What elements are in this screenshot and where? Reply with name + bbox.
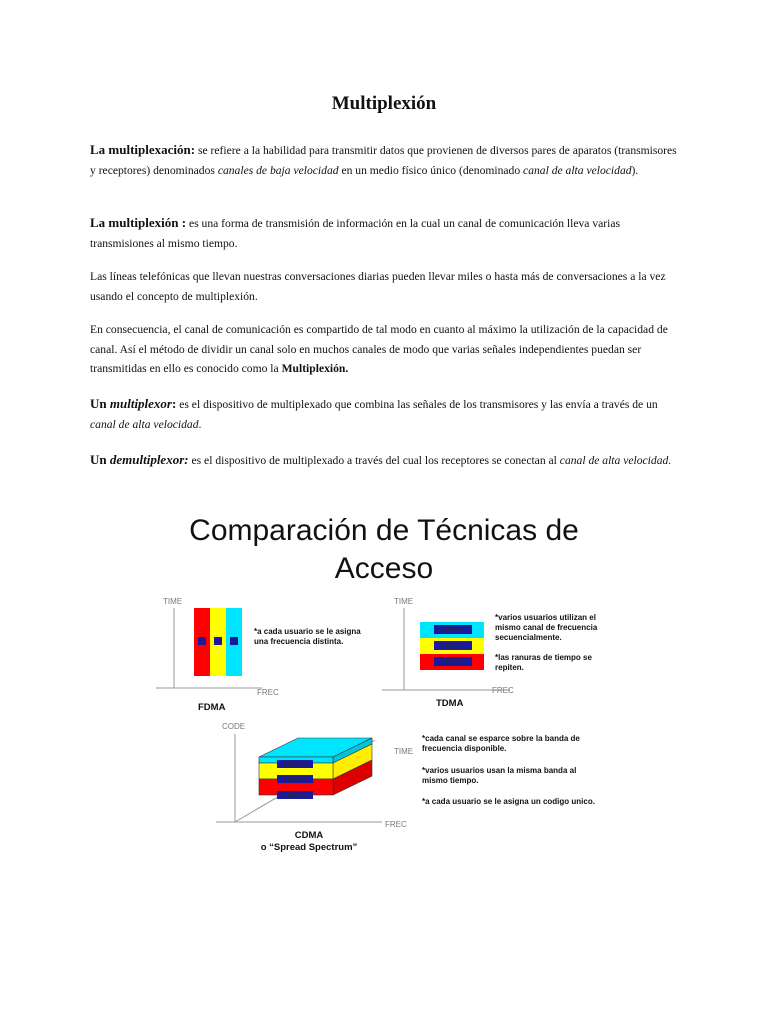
cdma-note-1-line-1: *cada canal se esparce sobre la banda de bbox=[422, 734, 580, 743]
cdma-note-2-line-1: *varios usuarios usan la misma banda al bbox=[422, 766, 577, 775]
fdma-user-marker-2 bbox=[214, 637, 222, 645]
tdma-user-3-label: User 3 bbox=[441, 625, 465, 634]
bold-term: Multiplexión. bbox=[281, 362, 349, 375]
italic-term: canales de baja velocidad bbox=[217, 163, 339, 177]
access-techniques-diagram bbox=[150, 588, 630, 858]
text: en un medio físico único (denominado bbox=[338, 163, 524, 177]
text: es una forma de transmisión de información en la cual un canal de comunicación lleva varias transmisiones al mismo tiempo. bbox=[90, 217, 621, 250]
tdma-panel bbox=[382, 597, 598, 709]
term-demultiplexor: demultiplexor: bbox=[109, 452, 189, 467]
paragraph-multiplexor bbox=[90, 394, 682, 434]
tdma-note-1-line-3: secuencialmente. bbox=[495, 633, 562, 642]
tdma-user-1-label: User 1 bbox=[441, 657, 465, 666]
fdma-frec-axis-label: FREC bbox=[257, 688, 279, 697]
paragraph-consecuencia bbox=[90, 320, 682, 379]
cdma-user-2-label: User 2 bbox=[283, 774, 307, 784]
tdma-label: TDMA bbox=[436, 698, 464, 709]
bold-text: Un bbox=[90, 452, 110, 467]
cdma-user-3-label: User 3 bbox=[283, 759, 307, 769]
paragraph-multiplexion bbox=[90, 213, 682, 253]
text: . bbox=[198, 417, 202, 431]
bold-text: Un bbox=[90, 396, 110, 411]
text: es el dispositivo de multiplexado a través del cual los receptores se conectan al bbox=[188, 454, 560, 467]
text: En consecuencia, el canal de comunicación es compartido de tal modo en cuanto al máximo la utilización de la capacidad de canal. Así el método de dividir un canal solo en muchos canales de modo que varias señales independientes puedan ser transmitidas en ello es conocido como la bbox=[90, 323, 668, 375]
term-multiplexacion: La multiplexación: bbox=[90, 142, 196, 157]
cdma-user-1-label: User 1 bbox=[283, 790, 307, 800]
tdma-user-2-label: User 2 bbox=[441, 641, 465, 650]
tdma-frec-axis-label: FREC bbox=[492, 686, 514, 695]
document-title: Multiplexión bbox=[331, 93, 437, 114]
term-multiplexor: multiplexor bbox=[109, 396, 172, 411]
tdma-note-1-line-1: *varios usuarios utilizan el bbox=[495, 613, 596, 622]
cdma-label: CDMA bbox=[294, 830, 324, 841]
paragraph-demultiplexor bbox=[90, 450, 682, 471]
italic-term: canal de alta velocidad bbox=[90, 417, 199, 431]
fdma-user-marker-3 bbox=[230, 637, 238, 645]
slide-title-line-2: Acceso bbox=[334, 552, 434, 585]
fdma-label: FDMA bbox=[198, 702, 226, 713]
fdma-panel bbox=[156, 597, 361, 713]
tdma-note-1-line-2: mismo canal de frecuencia bbox=[495, 623, 598, 632]
fdma-note-line-2: una frecuencia distinta. bbox=[254, 637, 344, 646]
paragraph-lineas-telefonicas: Las líneas telefónicas que llevan nuestras conversaciones diarias pueden llevar miles o hasta más de conversaciones a la vez usando el concepto de multiplexión. bbox=[90, 270, 666, 303]
text: ). bbox=[631, 163, 639, 177]
cdma-spread-spectrum-label: o “Spread Spectrum” bbox=[260, 842, 358, 853]
fdma-time-axis-label: TIME bbox=[163, 597, 183, 606]
fdma-user-marker-1 bbox=[198, 637, 206, 645]
term-multiplexion: La multiplexión : bbox=[90, 215, 187, 230]
fdma-note-line-1: *a cada usuario se le asigna bbox=[254, 627, 361, 636]
cdma-frec-axis-label: FREC bbox=[385, 820, 407, 829]
cdma-note-2-line-2: mismo tiempo. bbox=[422, 776, 479, 785]
paragraph-multiplexacion bbox=[90, 140, 682, 180]
italic-term: canal de alta velocidad bbox=[559, 454, 669, 467]
cdma-note-3: *a cada usuario se le asigna un codigo unico. bbox=[422, 797, 595, 806]
slide-title-line-1: Comparación de Técnicas de bbox=[189, 514, 579, 547]
slide-title bbox=[0, 512, 768, 588]
cdma-code-axis-label: CODE bbox=[222, 722, 246, 731]
tdma-time-axis-label: TIME bbox=[394, 597, 414, 606]
text: es el dispositivo de multiplexado que combina las señales de los transmisores y las envía a través de un bbox=[176, 398, 658, 411]
tdma-note-2-line-2: repiten. bbox=[495, 663, 524, 672]
tdma-note-2-line-1: *las ranuras de tiempo se bbox=[495, 653, 592, 662]
text: se refiere a la habilidad para transmitir datos que provienen de diversos pares de aparatos (transmisores y receptores) denominados bbox=[90, 144, 677, 177]
italic-term: canal de alta velocidad bbox=[523, 163, 632, 177]
bold-text: : bbox=[172, 396, 177, 411]
cdma-panel bbox=[216, 722, 595, 853]
cdma-time-axis-label: TIME bbox=[394, 747, 414, 756]
cdma-note-1-line-2: frecuencia disponible. bbox=[422, 744, 507, 753]
text: . bbox=[668, 454, 672, 467]
